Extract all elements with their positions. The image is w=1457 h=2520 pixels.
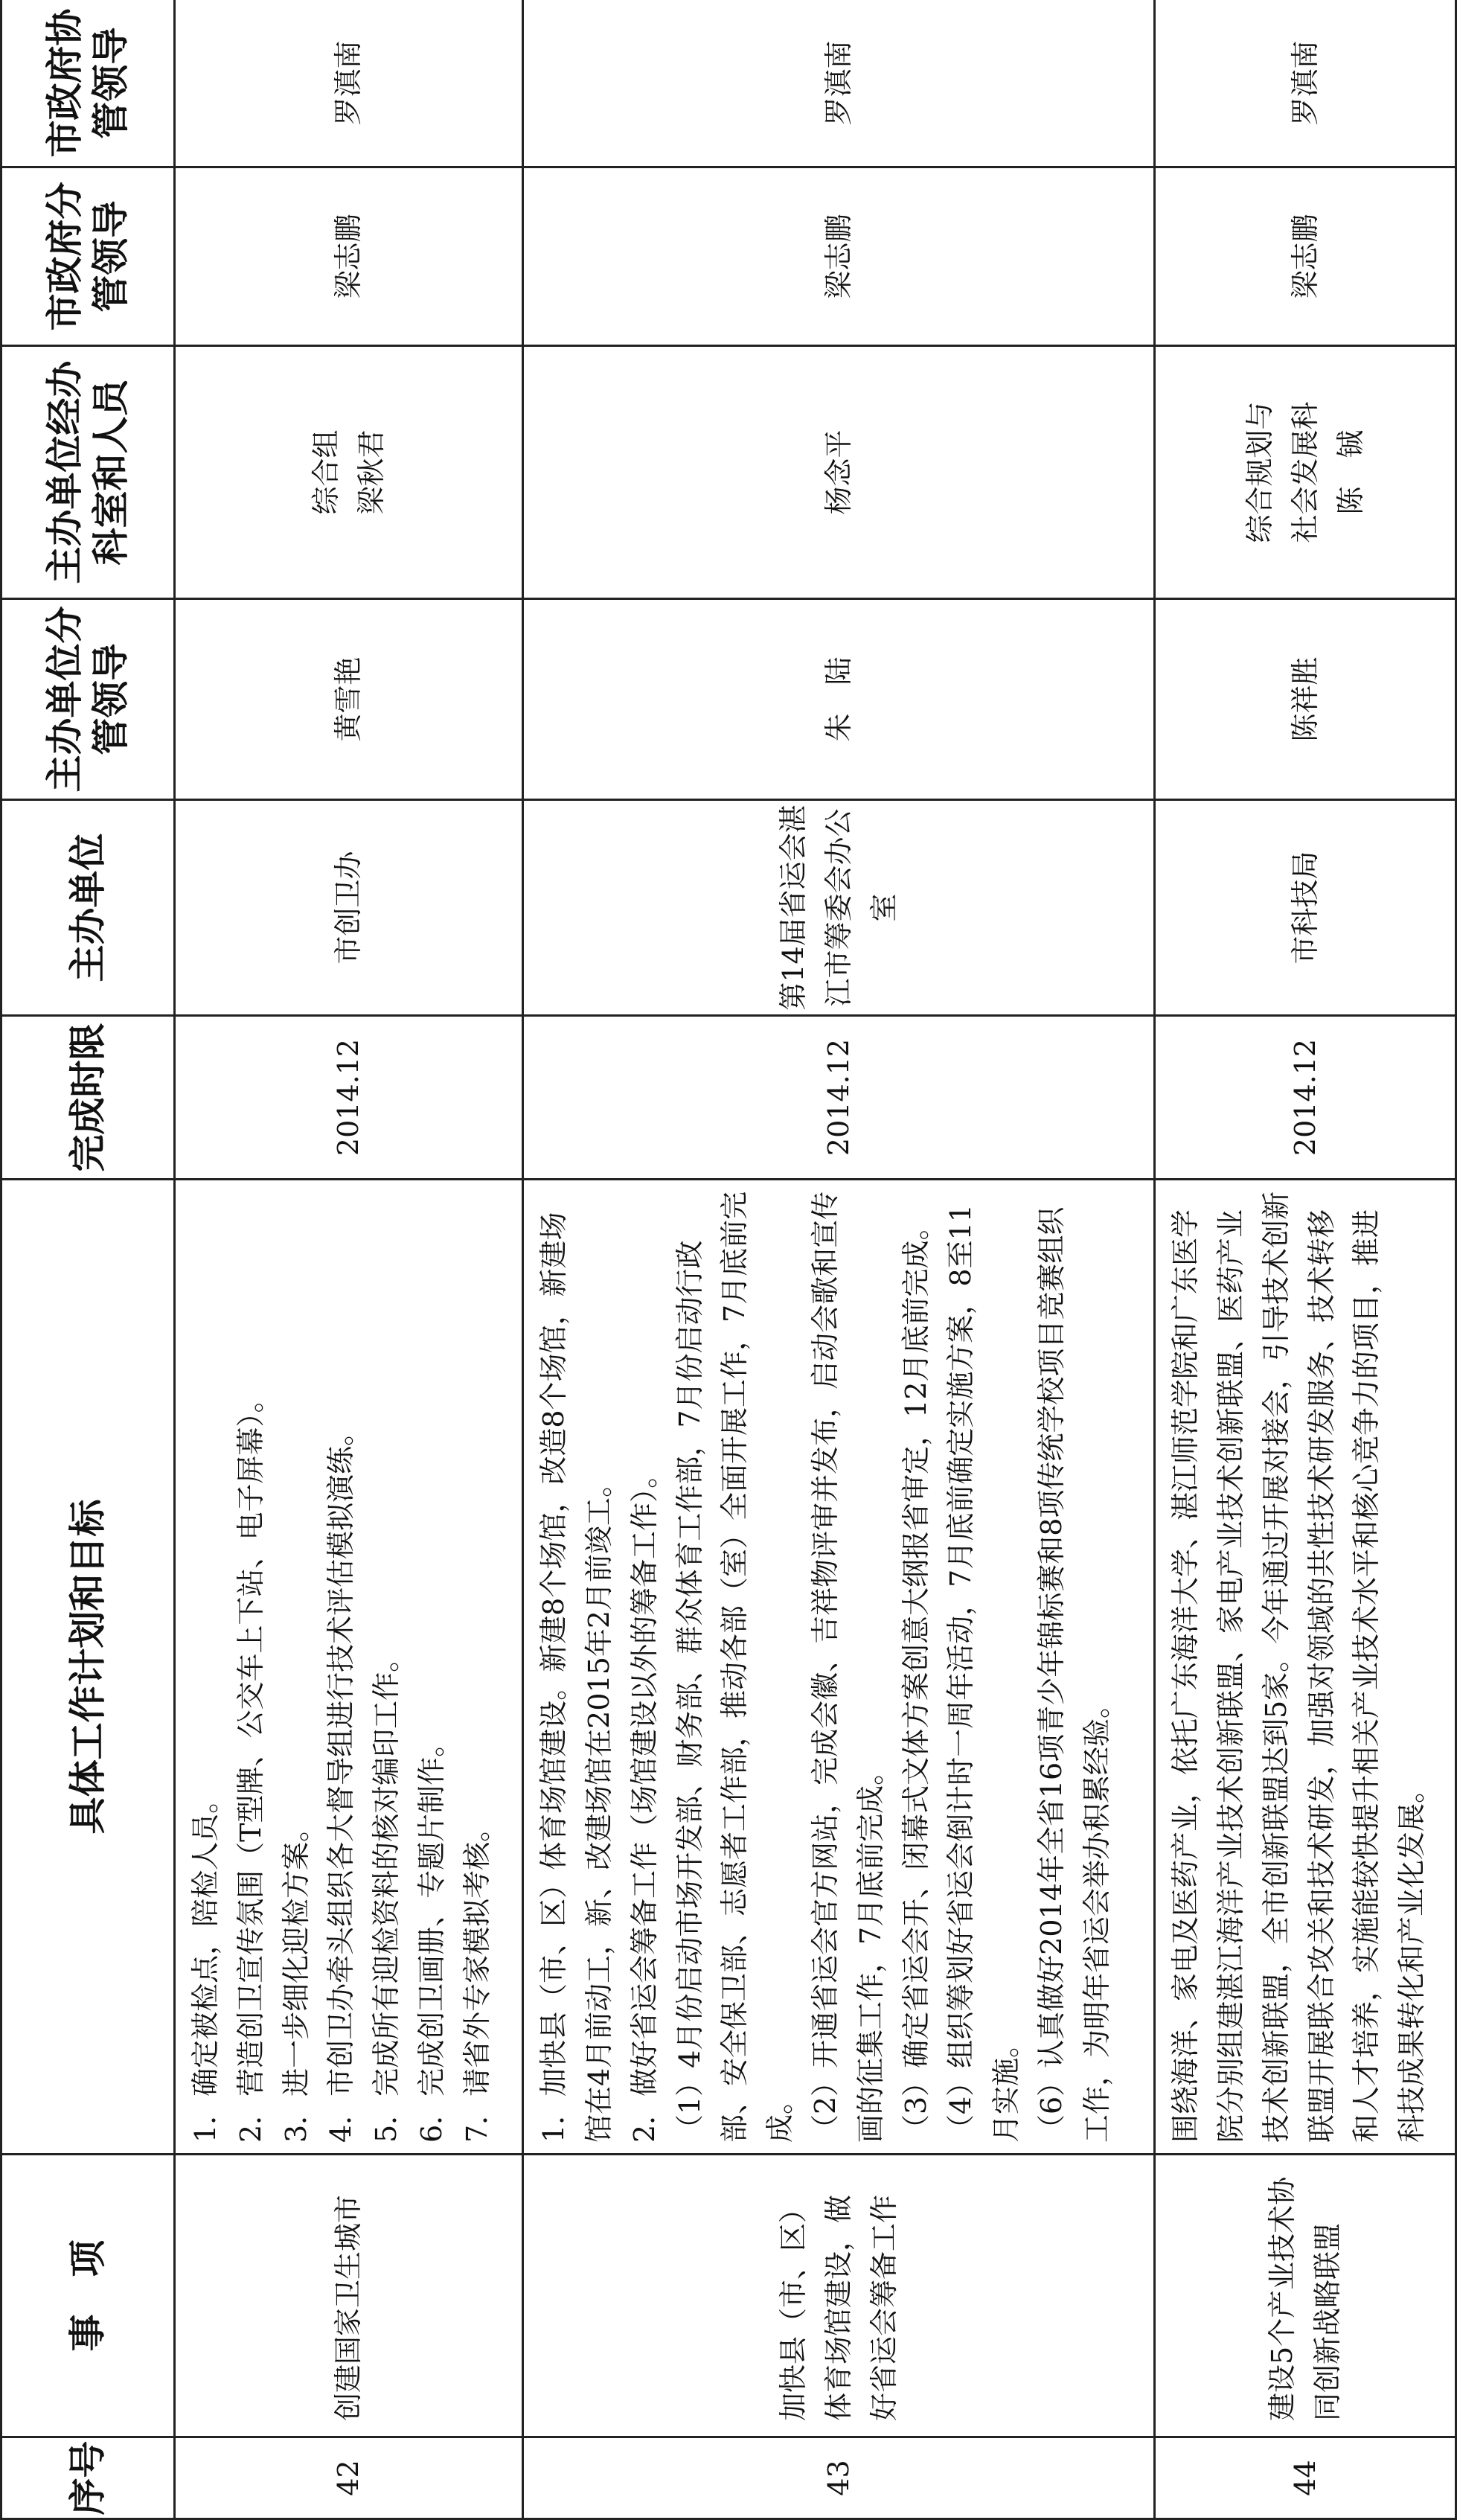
unit-leader-cell: 朱 陆	[523, 599, 1155, 800]
header-deadline: 完成时限	[1, 1016, 175, 1180]
gov-leader-cell: 梁志鹏	[1155, 167, 1456, 346]
header-staff: 主办单位经办科室和人员	[1, 346, 175, 599]
table-row	[523, 0, 1155, 2519]
header-plan: 具体工作计划和目标	[1, 1180, 175, 2155]
unit-cell: 市科技局	[1155, 800, 1456, 1016]
header-unit: 主办单位	[1, 800, 175, 1016]
plan-line: （2）开通省运会官方网站，完成会徽、吉祥物评审并发布，启动会歌和宣传画的征集工作，7月底前完成。	[809, 1191, 887, 2143]
plan-line: 5．完成所有迎检资料的核对编印工作。	[370, 1643, 403, 2143]
assist-leader-cell: 罗滇南	[523, 0, 1155, 167]
item-cell: 加快县（市、区）体育场馆建设，做好省运会筹备工作	[523, 2155, 1155, 2437]
plan-line: （6）认真做好2014年全省16项青少年锦标赛和8项传统学校项目竞赛组织工作，为明年省运会举办积累经验。	[1034, 1206, 1113, 2143]
plan-cell	[175, 1180, 523, 2155]
plan-line: （4）组织筹划好省运会倒计时一周年活动，7月底前确定实施方案，8至11月实施。	[944, 1204, 1023, 2143]
seq-cell: 44	[1155, 2437, 1456, 2519]
plan-line: 围绕海洋、家电及医药产业，依托广东海洋大学、湛江师范学院和广东医学院分别组建湛江海洋产业技术创新联盟、家电产业技术创新联盟、医药产业技术创新联盟，全市创新联盟达到5家。今年通过开展对接会，引导技术创新联盟开展联合攻关和技术研发，加强对领域的共性技术研发服务、技术转移和人才培养，实施能较快提升相关产业技术水平和核心竞争力的项目，推进科技成果转化和产业化发展。	[1169, 1191, 1429, 2143]
staff-line: 陈 铖	[1333, 429, 1367, 515]
plan-line: 7．请省外专家模拟考核。	[460, 1813, 493, 2143]
seq-cell: 42	[175, 2437, 523, 2519]
header-row	[1, 0, 175, 2519]
item-cell: 建设5个产业技术协同创新战略联盟	[1155, 2155, 1456, 2437]
plan-line: 3．进一步细化迎检方案。	[279, 1813, 313, 2143]
unit-cell: 市创卫办	[175, 800, 523, 1016]
plan-line: 1．确定被检点，陪检人员。	[189, 1785, 222, 2143]
staff-line: 综合规划与	[1243, 401, 1276, 543]
unit-leader-cell: 陈祥胜	[1155, 599, 1456, 800]
header-item: 事 项	[1, 2155, 175, 2437]
header-seq: 序号	[1, 2437, 175, 2519]
plan-line: （3）确定省运会开、闭幕式文体方案创意大纲报省审定，12月底前完成。	[899, 1212, 932, 2143]
header-unit-leader: 主办单位分管领导	[1, 599, 175, 800]
plan-line: 2．营造创卫宣传氛围（T型牌、公交车上下站、电子屏幕）。	[234, 1384, 267, 2143]
deadline-cell: 2014.12	[175, 1016, 523, 1180]
staff-line: 杨念平	[822, 429, 855, 515]
plan-line: 2．做好省运会筹备工作（场馆建设以外的筹备工作）。	[627, 1459, 661, 2143]
assist-leader-cell: 罗滇南	[175, 0, 523, 167]
plan-line: 4．市创卫办牵头组织各大督导组进行技术评估模拟演练。	[324, 1417, 358, 2143]
unit-cell: 第14届省运会湛江市筹委会办公室	[523, 800, 1155, 1016]
table-row	[1155, 0, 1456, 2519]
item-cell: 创建国家卫生城市	[175, 2155, 523, 2437]
staff-line: 梁秋君	[354, 429, 388, 515]
gov-leader-cell: 梁志鹏	[523, 167, 1155, 346]
deadline-cell: 2014.12	[523, 1016, 1155, 1180]
staff-cell	[523, 346, 1155, 599]
staff-cell	[1155, 346, 1456, 599]
staff-cell	[175, 346, 523, 599]
assist-leader-cell: 罗滇南	[1155, 0, 1456, 167]
header-gov-leader: 市政府分管领导	[1, 167, 175, 346]
seq-cell: 43	[523, 2437, 1155, 2519]
plan-cell	[1155, 1180, 1456, 2155]
plan-line: 6．完成创卫画册、专题片制作。	[414, 1728, 448, 2143]
gov-leader-cell: 梁志鹏	[175, 167, 523, 346]
plan-line: （1）4月份启动市场开发部、财务部、群众体育工作部，7月份启动行政部、安全保卫部、志愿者工作部，推动各部（室）全面开展工作，7月底前完成。	[673, 1191, 797, 2143]
staff-line: 社会发展科	[1288, 401, 1322, 543]
deadline-cell: 2014.12	[1155, 1016, 1456, 1180]
staff-line: 综合组	[309, 429, 342, 515]
plan-cell	[523, 1180, 1155, 2155]
header-assist-leader: 市政府协管领导	[1, 0, 175, 167]
table-row	[175, 0, 523, 2519]
plan-line: 1．加快县（市、区）体育场馆建设。新建8个场馆，改造8个场馆，新建场馆在4月前动工，新、改建场馆在2015年2月前竣工。	[537, 1212, 616, 2143]
unit-leader-cell: 黄雪艳	[175, 599, 523, 800]
